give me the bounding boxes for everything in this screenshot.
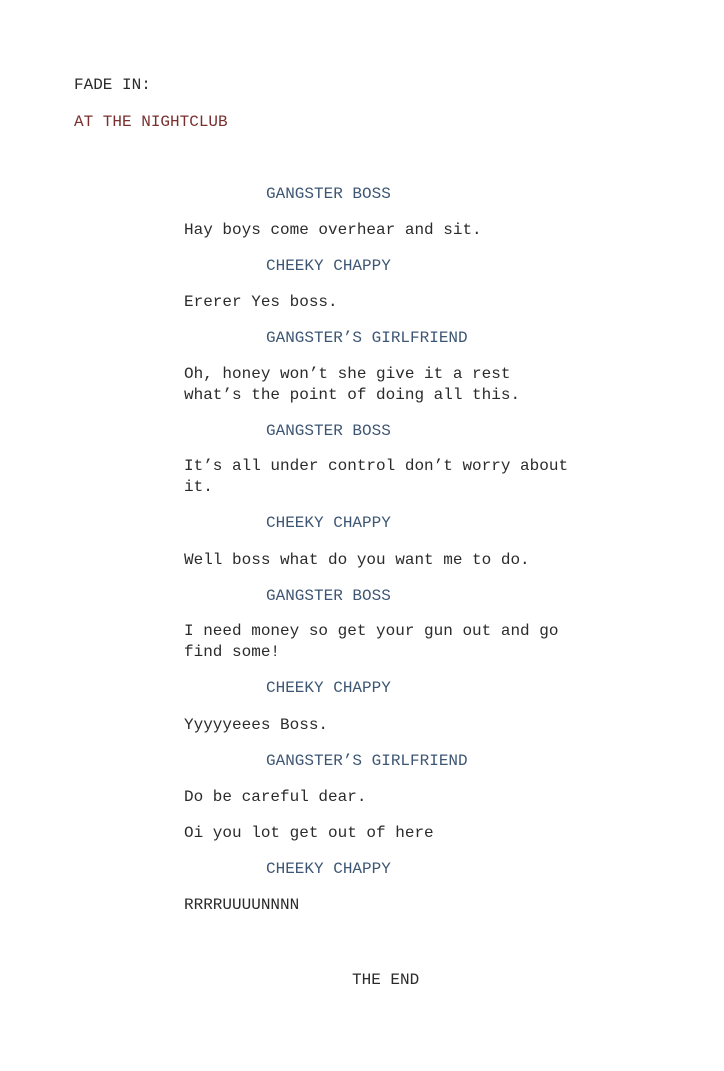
dialogue-line: Oh, honey won’t she give it a rest what’s the point of doing all this. <box>184 365 521 404</box>
character-name: GANGSTER BOSS <box>266 185 391 203</box>
character-name: CHEEKY CHAPPY <box>266 679 391 697</box>
character-name: GANGSTER’S GIRLFRIEND <box>266 329 468 347</box>
dialogue-line: Do be careful dear. <box>184 788 367 806</box>
dialogue-line: Yyyyyeees Boss. <box>184 716 329 734</box>
dialogue-line: I need money so get your gun out and go find some! <box>184 622 559 661</box>
scene-heading: AT THE NIGHTCLUB <box>74 113 228 131</box>
dialogue-line: Ererer Yes boss. <box>184 293 338 311</box>
character-name: GANGSTER BOSS <box>266 422 391 440</box>
dialogue-line: Oi you lot get out of here <box>184 824 434 842</box>
character-name: CHEEKY CHAPPY <box>266 514 391 532</box>
character-name: GANGSTER’S GIRLFRIEND <box>266 752 468 770</box>
character-name: GANGSTER BOSS <box>266 587 391 605</box>
character-name: CHEEKY CHAPPY <box>266 860 391 878</box>
dialogue-line: It’s all under control don’t worry about it. <box>184 457 569 496</box>
character-name: CHEEKY CHAPPY <box>266 257 391 275</box>
dialogue-line: RRRRUUUUNNNN <box>184 896 300 914</box>
the-end: THE END <box>352 971 420 989</box>
dialogue-line: Hay boys come overhear and sit. <box>184 221 482 239</box>
transition-fade-in: FADE IN: <box>74 76 151 94</box>
dialogue-line: Well boss what do you want me to do. <box>184 551 530 569</box>
